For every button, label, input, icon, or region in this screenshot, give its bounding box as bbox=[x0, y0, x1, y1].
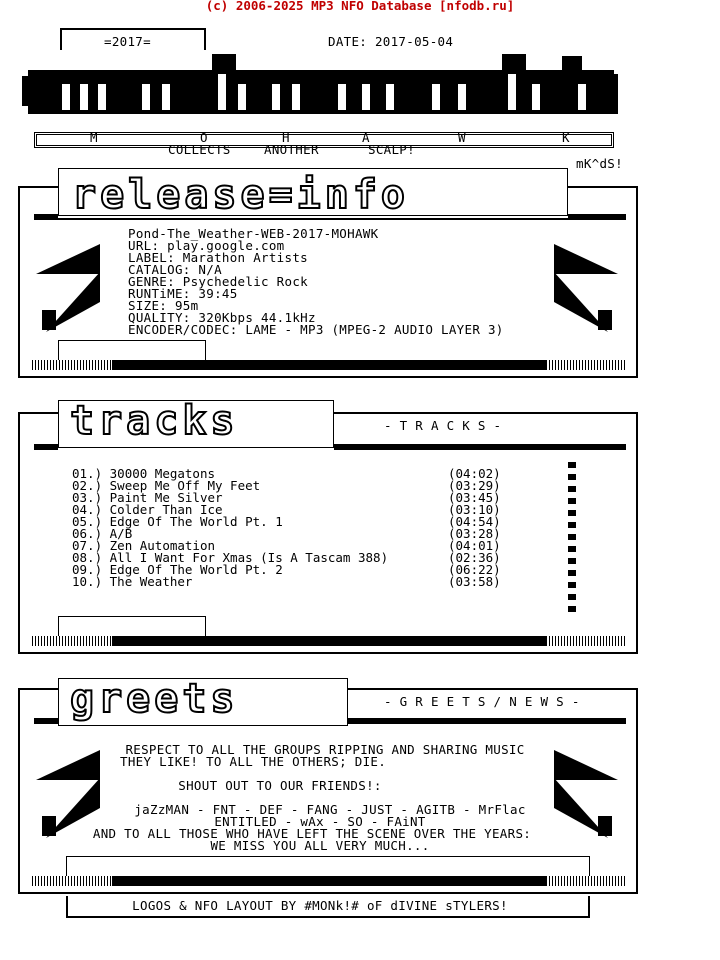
track-title: All I Want For Xmas (Is A Tascam 388) bbox=[109, 550, 389, 565]
track-number: 03.) bbox=[72, 490, 103, 505]
letter-k: K bbox=[562, 130, 570, 145]
tracks-shade-left bbox=[32, 636, 112, 646]
track-duration: (02:36) bbox=[448, 550, 501, 565]
track-title: Colder Than Ice bbox=[109, 502, 223, 517]
release-shade-left bbox=[32, 360, 112, 370]
tracks-logo-text: tracks bbox=[70, 398, 239, 444]
letter-m: M bbox=[90, 130, 98, 145]
greets-line-5: ENTITLED - wAx - SO - FAiNT bbox=[214, 814, 426, 829]
release-catalog: CATALOG: N/A bbox=[128, 262, 222, 277]
slogan-3: SCALP! bbox=[368, 142, 415, 157]
track-duration: (03:29) bbox=[448, 478, 501, 493]
letter-w: W bbox=[458, 130, 466, 145]
track-title: Sweep Me Off My Feet bbox=[109, 478, 261, 493]
track-number: 10.) bbox=[72, 574, 103, 589]
greets-line-4: jaZzMAN - FNT - DEF - FANG - JUST - AGITB - MrFlac bbox=[134, 802, 526, 817]
letter-o: O bbox=[200, 130, 208, 145]
credits: LOGOS & NFO LAYOUT BY #MONk!# oF dIVINE sTYLERS! bbox=[132, 898, 508, 913]
letter-a: A bbox=[362, 130, 370, 145]
track-duration: (03:45) bbox=[448, 490, 501, 505]
greets-bottom-tab bbox=[66, 856, 590, 876]
slogan-1: COLLECTS bbox=[168, 142, 231, 157]
track-title: A/B bbox=[109, 526, 133, 541]
left-arrow-art-1 bbox=[36, 244, 106, 338]
copyright-banner: (c) 2006-2025 MP3 NFO Database [nfodb.ru] bbox=[205, 0, 515, 13]
track-title: Zen Automation bbox=[109, 538, 215, 553]
track-duration: (04:54) bbox=[448, 514, 501, 529]
track-number: 01.) bbox=[72, 466, 103, 481]
greets-shade-right bbox=[546, 876, 626, 886]
release-url: URL: play.google.com bbox=[128, 238, 285, 253]
track-number: 08.) bbox=[72, 550, 103, 565]
release-name: Pond-The_Weather-WEB-2017-MOHAWK bbox=[128, 226, 379, 241]
track-row bbox=[72, 574, 501, 589]
tracks-heading: - T R A C K S - bbox=[384, 418, 502, 433]
track-duration: (04:02) bbox=[448, 466, 501, 481]
track-title: Paint Me Silver bbox=[109, 490, 223, 505]
greets-line-1: RESPECT TO ALL THE GROUPS RIPPING AND SHARING MUSIC bbox=[125, 742, 525, 757]
track-number: 04.) bbox=[72, 502, 103, 517]
slogan-2: ANOTHER bbox=[264, 142, 319, 157]
greets-logo-text: greets bbox=[70, 676, 239, 722]
letter-h: H bbox=[282, 130, 290, 145]
track-title: 30000 Megatons bbox=[109, 466, 215, 481]
release-quality: QUALITY: 320Kbps 44.1kHz bbox=[128, 310, 316, 325]
greets-line-2: THEY LIKE! TO ALL THE OTHERS; DIE. bbox=[120, 754, 387, 769]
year-tag: =2017= bbox=[104, 34, 151, 49]
track-number: 02.) bbox=[72, 478, 103, 493]
track-title: The Weather bbox=[109, 574, 193, 589]
track-duration: (06:22) bbox=[448, 562, 501, 577]
release-logo-text: release=info bbox=[72, 172, 409, 218]
track-duration: (04:01) bbox=[448, 538, 501, 553]
greets-shade-left bbox=[32, 876, 112, 886]
greets-line-6: AND TO ALL THOSE WHO HAVE LEFT THE SCENE OVER THE YEARS: bbox=[92, 826, 532, 841]
tracks-shade-right bbox=[546, 636, 626, 646]
greets-bottom-bar bbox=[112, 876, 546, 886]
track-duration: (03:10) bbox=[448, 502, 501, 517]
release-genre: GENRE: Psychedelic Rock bbox=[128, 274, 308, 289]
release-codec: ENCODER/CODEC: LAME - MP3 (MPEG-2 AUDIO LAYER 3) bbox=[128, 322, 504, 337]
greets-line-3: SHOUT OUT TO OUR FRIENDS!: bbox=[178, 778, 382, 793]
track-number: 05.) bbox=[72, 514, 103, 529]
tracks-bottom-bar bbox=[112, 636, 546, 646]
greets-line-7: WE MISS YOU ALL VERY MUCH... bbox=[210, 838, 430, 853]
track-number: 06.) bbox=[72, 526, 103, 541]
release-shade-right bbox=[546, 360, 626, 370]
track-number: 09.) bbox=[72, 562, 103, 577]
track-title: Edge Of The World Pt. 2 bbox=[109, 562, 283, 577]
release-logo bbox=[58, 168, 568, 218]
mohawk-logo-art bbox=[22, 50, 618, 130]
right-arrow-art-1 bbox=[548, 244, 618, 338]
release-date: DATE: 2017-05-04 bbox=[328, 34, 454, 49]
tracks-logo bbox=[58, 394, 334, 450]
track-number: 07.) bbox=[72, 538, 103, 553]
release-runtime: RUNTiME: 39:45 bbox=[128, 286, 238, 301]
release-label: LABEL: Marathon Artists bbox=[128, 250, 308, 265]
release-size: SIZE: 95m bbox=[128, 298, 199, 313]
greets-logo bbox=[58, 672, 348, 728]
release-bottom-tab bbox=[58, 340, 206, 360]
track-title: Edge Of The World Pt. 1 bbox=[109, 514, 283, 529]
mohawk-logo bbox=[22, 50, 618, 130]
track-duration: (03:28) bbox=[448, 526, 501, 541]
greets-heading: - G R E E T S / N E W S - bbox=[384, 694, 580, 709]
release-bottom-bar bbox=[112, 360, 546, 370]
track-duration: (03:58) bbox=[448, 574, 501, 589]
letters-bar bbox=[34, 132, 614, 148]
tracks-bottom-tab bbox=[58, 616, 206, 636]
artist-tag: mK^dS! bbox=[576, 156, 623, 171]
